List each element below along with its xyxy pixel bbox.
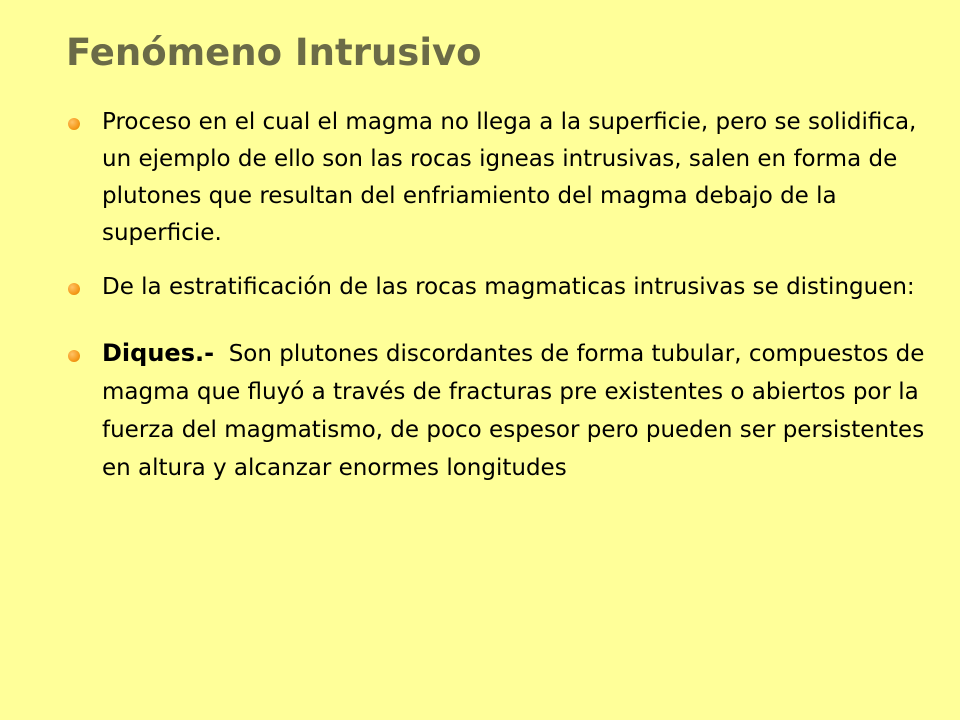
- bullet-item-stratification: [66, 269, 926, 306]
- bullet-text: De la estratificación de las rocas magmaticas intrusivas se distinguen:: [102, 274, 915, 300]
- bullet-dot-icon: [68, 350, 80, 362]
- bullet-lead-text: Son plutones discordantes de forma tubular,: [228, 341, 742, 367]
- bullet-item-diques: [66, 334, 926, 487]
- bullet-text: Proceso en el cual el magma no llega a la superficie, pero se solidifica, un ejemplo de ello son las rocas igneas intrusivas, salen en forma de plutones que resultan del enfriamiento del magma debajo de la superficie.: [102, 109, 917, 246]
- bullet-term: Diques.-: [102, 339, 215, 367]
- slide-title: Fenómeno Intrusivo: [66, 31, 482, 74]
- bullet-list: [66, 104, 926, 487]
- bullet-dot-icon: [68, 118, 80, 130]
- bullet-dot-icon: [68, 283, 80, 295]
- bullet-text: compuestos de magma que fluyó a través de fracturas pre existentes o abiertos por la fuerza del magmatismo, de poco espesor pero pueden ser persistentes en altura y alcanzar enormes longitudes: [102, 341, 925, 481]
- bullet-item-intrusive-process: [66, 104, 926, 252]
